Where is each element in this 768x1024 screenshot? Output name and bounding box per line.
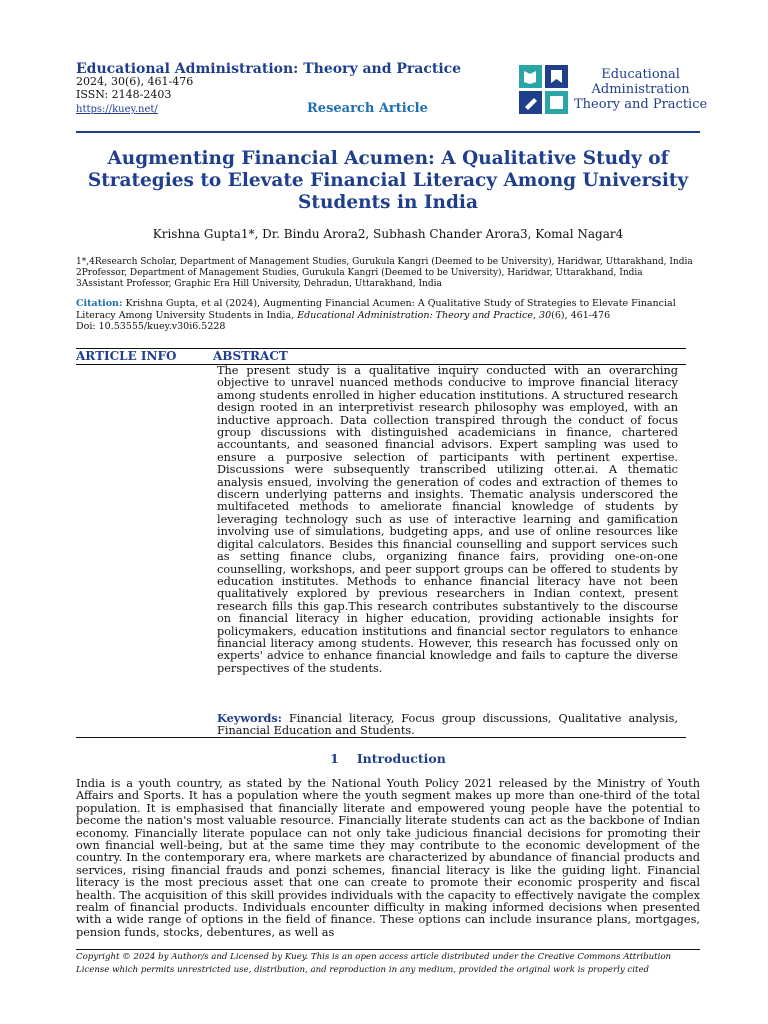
- citation-issue: (6), 461-476: [551, 309, 611, 321]
- journal-volume: 2024, 30(6), 461-476: [76, 75, 194, 88]
- article-title: Augmenting Financial Acumen: A Qualitative Study of Strategies to Elevate Financial Literacy Among University Students in India: [87, 148, 689, 213]
- keywords-label: Keywords:: [217, 711, 282, 725]
- section-title: Introduction: [356, 751, 446, 766]
- citation-journal: Educational Administration: Theory and Practice, 30: [297, 309, 552, 321]
- article-info-heading: ARTICLE INFO: [76, 349, 177, 363]
- citation-label: Citation:: [76, 298, 123, 309]
- keywords-text: Financial literacy, Focus group discussions, Qualitative analysis, Financial Education and Students.: [217, 712, 678, 738]
- introduction-paragraph: India is a youth country, as stated by the National Youth Policy 2021 released by the Ministry of Youth Affairs and Sports. It has a population where the youth segment makes up more than one-third of the total population. It is emphasised that financially literate and empowered young people have the potential to become the nation's most valuable resource. Financially literate students can act as the backbone of Indian economy. Financially literate populace can not only take judicious financial decisions for promoting their own financial well-being, but at the same time they may contribute to the economic development of the country. In the contemporary era, where markets are characterized by abundance of financial products and services, rising financial frauds and ponzi schemes, financial literacy is like the guiding light. Financial literacy is the most precious asset that one can create to promote their economic prosperity and fiscal health. The acquisition of this skill provides individuals with the capacity to effectively navigate the complex realm of financial products. Individuals encounter difficulty in making informed decisions when presented with a wide range of options in the field of finance. These options can include insurance plans, mortgages, pension funds, stocks, debentures, as well as: [76, 777, 700, 939]
- journal-url-link[interactable]: https://kuey.net/: [76, 104, 158, 115]
- journal-logo-icon: [518, 63, 570, 115]
- header-divider: [76, 131, 700, 133]
- logo-line-3: Theory and Practice: [574, 96, 708, 112]
- info-divider-bottom: [76, 737, 686, 738]
- affiliation: 2Professor, Department of Management Studies, Gurukula Kangri (Deemed to be University), Haridwar, Uttarakhand, India: [76, 268, 643, 278]
- article-type: Research Article: [307, 101, 428, 116]
- logo-line-1: Educational: [601, 66, 680, 82]
- citation-text: Krishna Gupta, et al (2024), Augmenting Financial Acumen: A Qualitative Study of Strategies to Elevate Financial Literacy Among University Students in India,: [76, 298, 676, 321]
- journal-issn: ISSN: 2148-2403: [76, 88, 172, 101]
- abstract-text: The present study is a qualitative inquiry conducted with an overarching objective to unravel nuanced methods conducive to improve financial literacy among students enrolled in higher education institutions. A structured research design rooted in an interpretivist research philosophy was employed, with an inductive approach. Data collection transpired through the conduct of focus group discussions with distinguished academicians in finance, chartered accountants, and seasoned financial advisors. Expert sampling was used to ensure a purposive selection of participants with pertinent expertise. Discussions were subsequently transcribed utilizing otter.ai. A thematic analysis ensued, involving the generation of codes and extraction of themes to discern underlying patterns and insights. Thematic analysis underscored the multifaceted methods to ameliorate financial knowledge of students by leveraging technology such as use of interactive learning and gamification involving use of simulations, budgeting apps, and use of online resources like digital calculators. Besides this financial counselling and support services such as setting finance clubs, organizing finance fairs, providing one-on-one counselling, workshops, and peer support groups can be offered to students by education institutes. Methods to enhance financial literacy have not been qualitatively explored by previous researchers in Indian context, present research fills this gap.This research contributes substantively to the discourse on financial literacy in higher education, providing actionable insights for policymakers, education institutions and financial sector regulators to enhance financial literacy among students. However, this research has focussed only on experts' advice to enhance financial knowledge and fails to capture the diverse perspectives of the students.: [217, 364, 678, 675]
- logo-line-2: Administration: [591, 81, 690, 97]
- journal-name: Educational Administration: Theory and Practice: [76, 61, 462, 77]
- journal-logo-text: [574, 67, 707, 112]
- author-list: Krishna Gupta1*, Dr. Bindu Arora2, Subhash Chander Arora3, Komal Nagar4: [152, 227, 624, 241]
- footer-divider: [76, 949, 700, 950]
- citation-block: [76, 298, 700, 333]
- keywords-block: [217, 712, 678, 738]
- section-number: 1: [330, 751, 339, 766]
- copyright-notice: Copyright © 2024 by Author/s and Licensed by Kuey. This is an open access article distributed under the Creative Commons Attribution License which permits unrestricted use, distribution, and reproduction in any medium, provided the original work is properly cited: [76, 952, 672, 975]
- affiliation: 1*,4Research Scholar, Department of Management Studies, Gurukula Kangri (Deemed to be University), Haridwar, Uttarakhand, India: [76, 257, 693, 267]
- abstract-heading: ABSTRACT: [213, 349, 288, 363]
- affiliation: 3Assistant Professor, Graphic Era Hill University, Dehradun, Uttarakhand, India: [76, 279, 442, 289]
- section-heading-introduction: [76, 751, 700, 766]
- citation-doi: Doi: 10.53555/kuey.v30i6.5228: [76, 321, 226, 332]
- journal-logo: [518, 61, 708, 117]
